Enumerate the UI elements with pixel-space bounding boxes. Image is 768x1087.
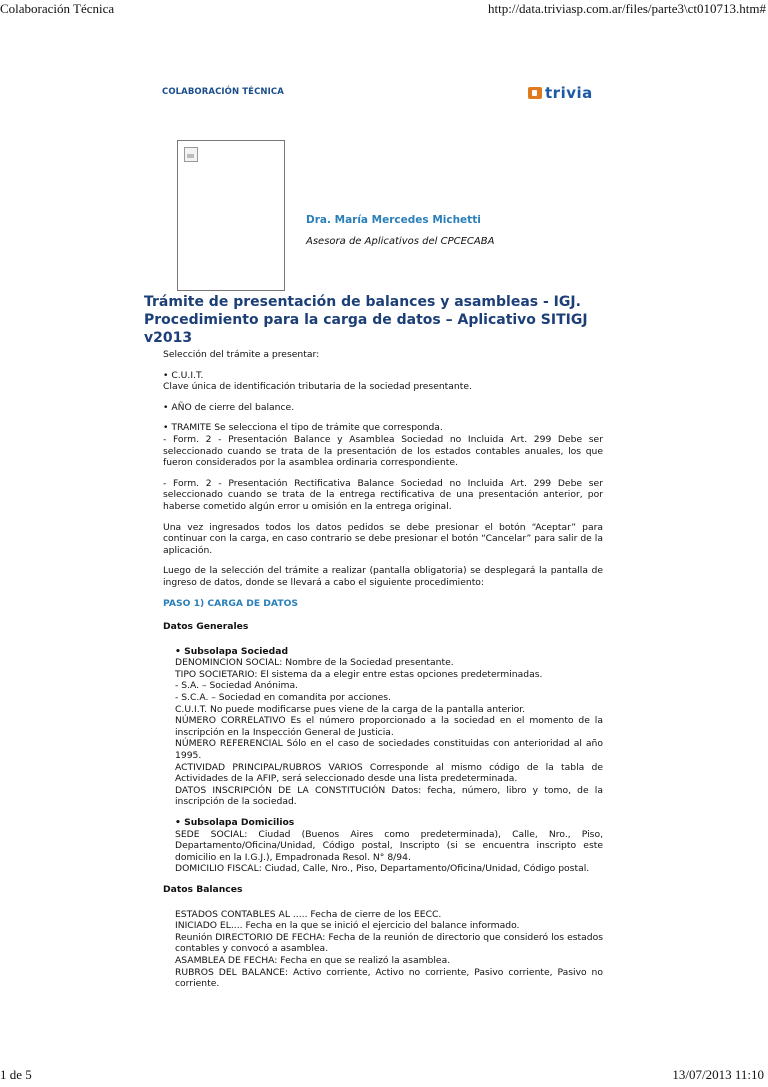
sociedad-line: ACTIVIDAD PRINCIPAL/RUBROS VARIOS Corresponde al mismo código de la tabla de Actividades de la AFIP, será seleccionado desde una lista predeterminada. (175, 761, 603, 785)
datos-generales-heading: Datos Generales (163, 621, 249, 633)
author-name: Dra. María Mercedes Michetti (306, 214, 481, 226)
page-indicator: 1 de 5 (0, 1067, 32, 1082)
sociedad-line: NÚMERO REFERENCIAL Sólo en el caso de sociedades constituidas con anterioridad al año 1995. (175, 738, 603, 762)
sociedad-line: - S.A. – Sociedad Anónima. (175, 680, 298, 692)
paso1-heading: PASO 1) CARGA DE DATOS (163, 597, 299, 609)
domicilios-paragraph (175, 817, 603, 875)
datos-balances-heading: Datos Balances (163, 883, 243, 895)
domicilios-line: SEDE SOCIAL: Ciudad (Buenos Aires como predeterminada), Calle, Nro., Piso, Departamento/Oficina/Unidad, Código postal, Inscripto (si se encuentra inscripto este domicilio en la I.G.J.), Empadronada Resol. N° 8/94. (175, 828, 603, 863)
sociedad-line: NÚMERO CORRELATIVO Es el número proporcionado a la sociedad en el momento de la inscripción en la Inspección General de Justicia. (175, 715, 603, 738)
balances-line: Reunión DIRECTORIO DE FECHA: Fecha de la reunión de directorio que consideró los estados contables y convocó a asamblea. (175, 931, 603, 955)
print-footer (0, 1067, 768, 1087)
sociedad-line: DENOMINCION SOCIAL: Nombre de la Sociedad presentante. (175, 657, 454, 669)
balances-block (163, 909, 603, 990)
author-role: Asesora de Aplicativos del CPCECABA (306, 236, 495, 247)
sociedad-line: TIPO SOCIETARIO: El sistema da a elegir entre estas opciones predeterminadas. (175, 668, 543, 680)
balances-line: ESTADOS CONTABLES AL ..... Fecha de cierre de los EECC. (175, 908, 442, 920)
luego-paragraph: Luego de la selección del trámite a realizar (pantalla obligatoria) se desplegará la pantalla de ingreso de datos, donde se llevará a cabo el siguiente procedimiento: (163, 565, 603, 588)
section-label: COLABORACIÓN TÉCNICA (162, 87, 284, 97)
article-body (163, 349, 603, 999)
balances-line: ASAMBLEA DE FECHA: Fecha en que se realizó la asamblea. (175, 954, 451, 966)
header-page-title: Colaboración Técnica (0, 1, 115, 16)
header-url[interactable]: http://data.triviasp.com.ar/files/parte3\ct010713.htm# (488, 1, 766, 16)
form2-rectificativa: - Form. 2 - Presentación Rectificativa Balance Sociedad no Incluida Art. 299 Debe ser seleccionado cuando se trata de la entrega rectificativa de una presentación anterior, por haberse cometido algún error u omisión en la entrega original. (163, 477, 603, 512)
intro-paragraph: Selección del trámite a presentar: (163, 349, 320, 360)
cuit-description: Clave única de identificación tributaria de la sociedad presentante. (163, 381, 472, 393)
domicilios-line: DOMICILIO FISCAL: Ciudad, Calle, Nro., Piso, Departamento/Oficina/Unidad, Código postal. (175, 863, 590, 875)
balances-paragraph (175, 909, 603, 990)
tramite-line: • TRAMITE Se selecciona el tipo de trámite que corresponda. (163, 422, 443, 434)
anio-item: • AÑO de cierre del balance. (163, 401, 295, 413)
print-header (0, 0, 768, 20)
subsolapa-domicilios-heading: • Subsolapa Domicilios (175, 817, 295, 828)
aceptar-paragraph: Una vez ingresados todos los datos pedidos se debe presionar el botón “Aceptar” para continuar con la carga, en caso contrario se debe presionar el botón “Cancelar” para salir de la aplicación. (163, 521, 603, 556)
trivia-logo-icon (528, 87, 542, 99)
trivia-logo (528, 84, 608, 102)
cuit-bullet: • C.U.I.T. (163, 369, 204, 381)
article-title: Trámite de presentación de balances y asambleas - IGJ. Procedimiento para la carga de datos – Aplicativo SITIGJ v2013 (144, 294, 588, 346)
author-photo-placeholder (177, 140, 285, 291)
balances-line: INICIADO EL.... Fecha en la que se inició el ejercicio del balance informado. (175, 920, 520, 932)
tramite-item (163, 422, 603, 468)
sociedad-line: - S.C.A. – Sociedad en comandita por acciones. (175, 692, 391, 704)
print-timestamp: 13/07/2013 11:10 (672, 1067, 764, 1082)
subsolapa-sociedad-block (163, 646, 603, 875)
balances-line: RUBROS DEL BALANCE: Activo corriente, Activo no corriente, Pasivo corriente, Pasivo no corriente. (175, 966, 603, 990)
trivia-logo-text: trivia (545, 84, 593, 102)
form2-presentacion: - Form. 2 - Presentación Balance y Asamblea Sociedad no Incluida Art. 299 Debe ser seleccionado cuando se trata de la presentación de los estados contables anuales, los que fueron considerados por la asamblea ordinaria correspondiente. (163, 433, 603, 469)
subsolapa-sociedad-heading: • Subsolapa Sociedad (175, 645, 289, 657)
sociedad-line: C.U.I.T. No puede modificarse pues viene de la carga de la pantalla anterior. (175, 703, 526, 715)
broken-image-icon (184, 147, 198, 162)
sociedad-line: DATOS INSCRIPCIÓN DE LA CONSTITUCIÓN Datos: fecha, número, libro y tomo, de la inscripción de la sociedad. (175, 784, 603, 808)
cuit-item (163, 370, 603, 393)
sociedad-paragraph (175, 646, 603, 808)
